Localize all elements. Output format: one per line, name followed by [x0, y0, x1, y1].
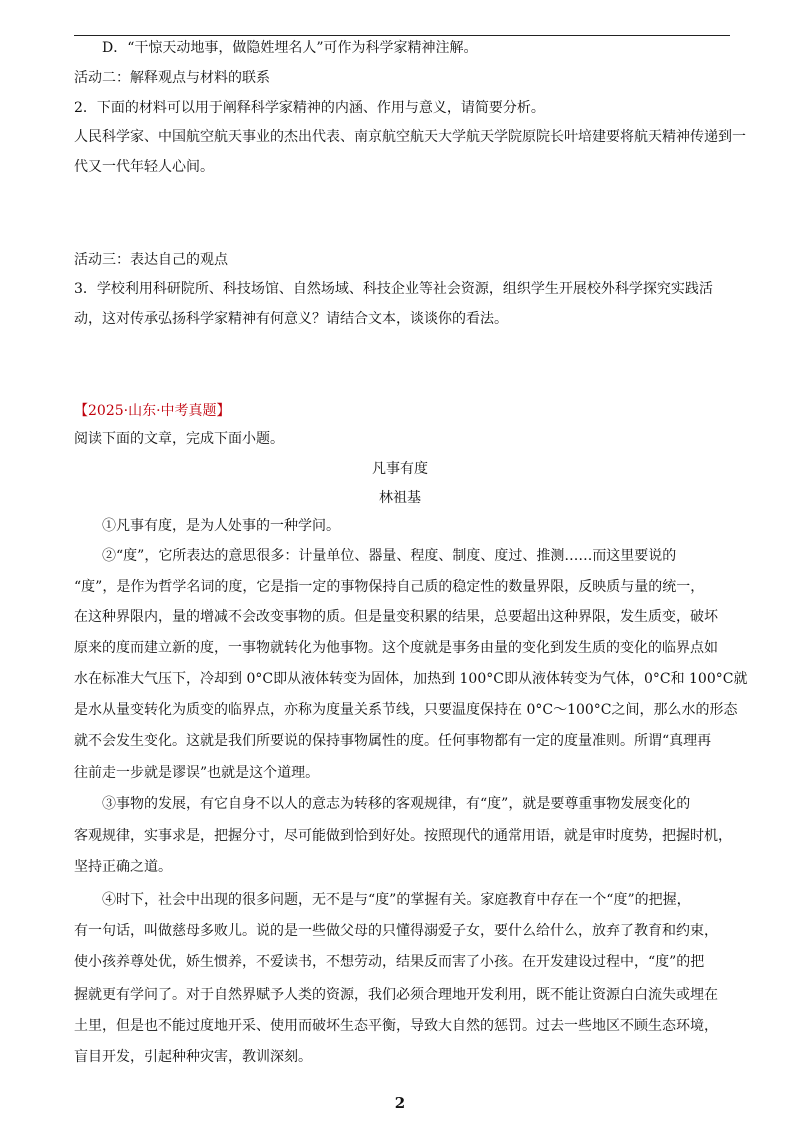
article-title: 凡事有度 — [372, 461, 428, 477]
article-author: 林祖基 — [379, 490, 421, 506]
source-tag: 【2025·山东·中考真题】 — [74, 403, 231, 419]
activity3-question-line: 3．学校利用科研院所、科技场馆、自然场域、科技企业等社会资源，组织学生开展校外科学探究实践活 — [74, 281, 713, 297]
activity2-material-line: 代又一代年轻人心间。 — [74, 159, 214, 175]
paragraph-4-line: 有一句话，叫做慈母多败儿。说的是一些做父母的只懂得溺爱子女，要什么给什么，放弃了教育和约束， — [74, 923, 718, 939]
paragraph-4-line: 土里，但是也不能过度地开采、使用而破坏生态平衡，导致大自然的惩罚。过去一些地区不顾生态环境， — [74, 1018, 718, 1034]
paragraph-2-line: 就不会发生变化。这就是我们所要说的保持事物属性的度。任何事物都有一定的度量准则。所谓“真理再 — [74, 733, 712, 749]
paragraph-3-line: 坚持正确之道。 — [74, 859, 172, 875]
activity3-title: 活动三：表达自己的观点 — [74, 252, 228, 268]
activity3-question-line: 动，这对传承弘扬科学家精神有何意义？请结合文本，谈谈你的看法。 — [74, 311, 508, 327]
paragraph-2-line: 是水从量变转化为质变的临界点，亦称为度量关系节线，只要温度保持在 0°C～100°C之间，那么水的形态 — [74, 702, 738, 718]
option-d: D．“干惊天动地事，做隐姓埋名人”可作为科学家精神注解。 — [102, 40, 478, 56]
paragraph-3-line: ③事物的发展，有它自身不以人的意志为转移的客观规律，有“度”，就是要尊重事物发展变化的 — [102, 796, 691, 812]
activity2-material-line: 人民科学家、中国航空航天事业的杰出代表、南京航空航天大学航天学院原院长叶培建要将航天精神传递到一 — [74, 129, 746, 145]
page-number: 2 — [394, 1094, 406, 1112]
activity2-title: 活动二：解释观点与材料的联系 — [74, 70, 270, 86]
paragraph-2-line: 往前走一步就是谬误”也就是这个道理。 — [74, 765, 320, 781]
paragraph-2-line: 水在标准大气压下，冷却到 0°C即从液体转变为固体，加热到 100°C即从液体转变为气体，0°C和 100°C就 — [74, 671, 748, 687]
paragraph-3-line: 客观规律，实事求是，把握分寸，尽可能做到恰到好处。按照现代的通常用语，就是审时度势，把握时机， — [74, 828, 732, 844]
paragraph-4-line: 握就更有学问了。对于自然界赋予人类的资源，我们必须合理地开发利用，既不能让资源白白流失或埋在 — [74, 987, 718, 1003]
paragraph-4-line: 使小孩养尊处优，娇生惯养，不爱读书，不想劳动，结果反而害了小孩。在开发建设过程中，“度”的把 — [74, 954, 705, 970]
paragraph-1-line: ①凡事有度，是为人处事的一种学问。 — [102, 518, 340, 534]
paragraph-2-line: ②“度”，它所表达的意思很多：计量单位、器量、程度、制度、度过、推测……而这里要说的 — [102, 548, 677, 564]
instruction: 阅读下面的文章，完成下面小题。 — [74, 431, 284, 447]
header-rule — [74, 35, 730, 36]
paragraph-2-line: 在这种界限内，量的增减不会改变事物的质。但是量变积累的结果，总要超出这种界限，发生质变，破坏 — [74, 609, 718, 625]
paragraph-2-line: 原来的度而建立新的度，一事物就转化为他事物。这个度就是事务由量的变化到发生质的变化的临界点如 — [74, 640, 718, 656]
paragraph-4-line: ④时下，社会中出现的很多问题，无不是与“度”的掌握有关。家庭教育中存在一个“度”的把握， — [102, 892, 691, 908]
activity2-question: 2．下面的材料可以用于阐释科学家精神的内涵、作用与意义，请简要分析。 — [74, 100, 545, 116]
paragraph-2-line: “度”，是作为哲学名词的度，它是指一定的事物保持自己质的稳定性的数量界限，反映质与量的统一， — [74, 579, 705, 595]
paragraph-4-line: 盲目开发，引起种种灾害，教训深刻。 — [74, 1049, 312, 1065]
